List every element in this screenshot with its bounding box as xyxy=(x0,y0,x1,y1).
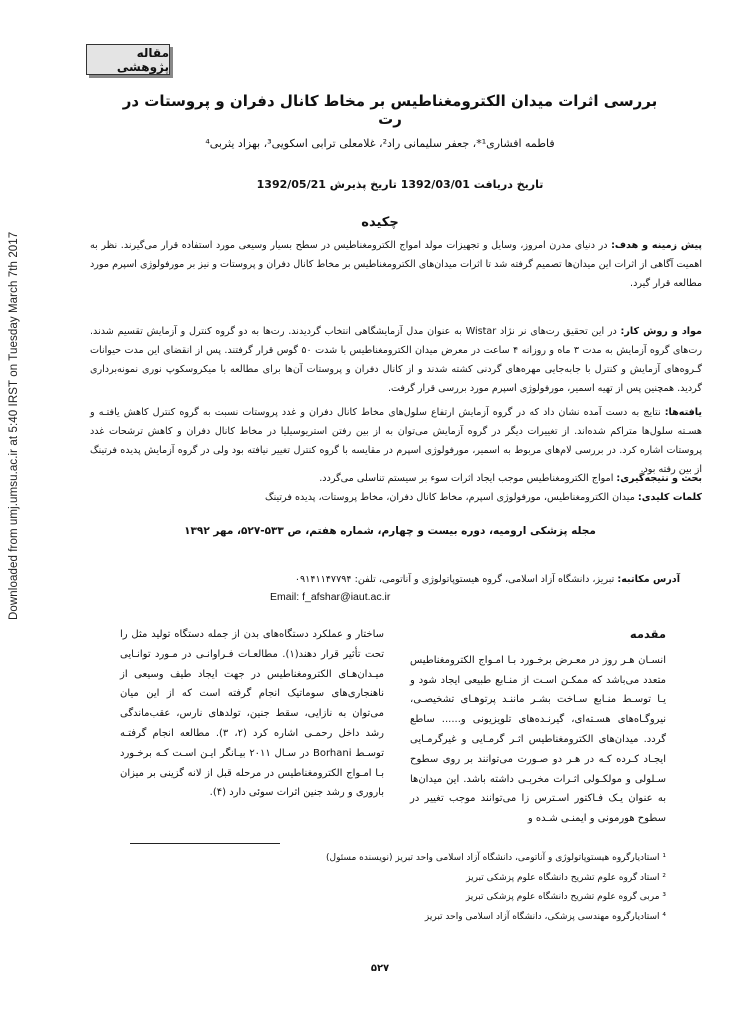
correspondence-email: Email: f_afshar@iaut.ac.ir xyxy=(270,591,391,603)
abstract-keywords xyxy=(90,488,702,507)
paper-title: بررسی اثرات میدان الکترومغناطیس بر مخاط کانال دفران و پروستات در رت xyxy=(122,92,658,128)
keywords-text: میدان الکترومغناطیس، مورفولوژی اسپرم، مخاط کانال دفران، مخاط پروستات، پدیده فرتینگ xyxy=(264,492,638,503)
results-text: نتایج به دست آمده نشان داد که در گروه آزمایش ارتفاع سلول‌های مخاط کانال دفران و غدد پروستات نسبت به گروه کنترل کاهش یافتـه و هسـته سلول‌ها متراکم شده‌اند. از تغییرات دیگر در گروه آزمایش می‌توان به از بین رفتن استریوسیلیا در مخاط کانال دفران و کاهش ترشحات غدد پروستات اشاره کرد. در بررسی لام‌های مربوط به اسمیر، مورفولوژی اسپرم در مقایسه با گروه کنترل تغییر نیافته بود ولی در گروه آزمایش پدیده فرتینگ از بین رفته بود. xyxy=(90,407,702,475)
download-watermark: Downloaded from umj.umsu.ac.ir at 5:40 IRST on Tuesday March 7th 2017 xyxy=(8,231,20,620)
footnote-2: ² استاد گروه علوم تشریح دانشگاه علوم پزشکی تبریز xyxy=(466,872,666,883)
correspondence-label: آدرس مکاتبه: xyxy=(617,574,680,585)
abstract-conclusion xyxy=(90,469,702,488)
footnotes xyxy=(130,849,666,927)
author-list: فاطمه افشاری¹*، جعفر سلیمانی راد²، غلامعلی ترابی اسکویی³، بهزاد یثربی⁴ xyxy=(205,137,555,150)
methods-text: در این تحقیق رت‌های نر نژاد Wistar به عنوان مدل آزمایشگاهی انتخاب گردیدند. رت‌ها به دو گروه کنترل و آزمایش تقسیم شدند. رت‌های گروه آزمایش به مدت ۳ ماه و روزانه ۴ ساعت در معرض میدان الکترومغناطیس با شدت ۵۰ گوس قرار گرفتند. پس از انقضای این مدت حیوانات گـروه‌های آزمایش و کنترل با جابه‌جایی مهره‌های گردنی کشته شدند و از کانال دفران و پروستات آن‌ها برای مطالعه با میکروسکوپ نوری نمونه‌برداری گردید. همچنین پس از تهیه اسمیر، مورفولوژی اسپرم مورد بررسی قرار گرفت. xyxy=(90,326,702,394)
results-label: یافته‌ها: xyxy=(664,407,702,418)
background-label: پیش زمینه و هدف: xyxy=(611,240,702,251)
intro-heading: مقدمه xyxy=(629,627,666,641)
received-accepted-dates: تاریخ دریافت 1392/03/01 تاریخ پذیرش 1392/05/21 xyxy=(256,178,544,191)
page-number: ۵۲۷ xyxy=(370,963,390,974)
footnote-rule xyxy=(130,843,280,844)
intro-right-text: انسـان هـر روز در معـرض برخـورد بـا امـواج الکترومغناطیس متعدد می‌باشد که ممکـن اسـت از منـابع طبیعی ایجاد شود و یـا توسـط منـابع سـاخت بشـر ماننـد پرتوهـای تشخیصـی، نیروگـاه‌های هسـته‌ای، گیرنـده‌های تلویزیونی و...... ساطع گردد. میدان‌های الکترومغناطیس اثـر گرمـایی و غیرگرمـایی ایجـاد کـرده کـه در هـر دو صـورت می‌توانند بر روی سطوح سـلولی و مولکـولی اثـرات مخربـی داشته باشد. این میدان‌ها به عنوان یـک فـاکتور اسـترس زا می‌توانند موجب تغییر در سطوح هورمونی و ایمنـی شـده و xyxy=(410,654,666,825)
article-type-badge: مقاله پژوهشی xyxy=(86,44,170,75)
abstract-methods xyxy=(90,322,702,398)
footnote-4: ⁴ استادیارگروه مهندسی پزشکی، دانشگاه آزاد اسلامی واحد تبریز xyxy=(424,911,666,922)
conclusion-label: بحث و نتیجه‌گیری: xyxy=(616,473,702,484)
journal-citation: مجله پزشکی ارومیه، دوره بیست و چهارم، شماره هفتم، ص ۵۳۳-۵۲۷، مهر ۱۳۹۲ xyxy=(184,525,596,537)
abstract-results xyxy=(90,403,702,479)
keywords-label: کلمات کلیدی: xyxy=(637,492,702,503)
intro-column-right xyxy=(410,625,666,829)
methods-label: مواد و روش کار: xyxy=(620,326,702,337)
background-text: در دنیای مدرن امروز، وسایل و تجهیزات مولد امواج الکترومغناطیس در سطح بسیار وسیعی مورد استفاده قرار می‌گیرند. نظر به اهمیت آگاهی از اثرات این میدان‌ها تصمیم گرفته شد تا اثرات میدان‌های الکترومغناطیس بر مخاط کانال دفران و پروستات و نیز بر مورفولوژی اسپرم مورد مطالعه قرار گیرد. xyxy=(90,240,702,289)
correspondence-text: تبریز، دانشگاه آزاد اسلامی، گروه هیستوپاتولوژی و آناتومی، تلفن: ۰۹۱۴۱۱۴۷۷۹۴ xyxy=(294,574,618,585)
intro-column-left xyxy=(120,625,384,803)
abstract-background xyxy=(90,236,702,293)
conclusion-text: امواج الکترومغناطیس موجب ایجاد اثرات سوء بر سیستم تناسلی می‌گردد. xyxy=(319,473,617,484)
correspondence-address xyxy=(270,570,680,590)
intro-left-text: ساختار و عملکرد دستگاه‌های بدن از جمله دستگاه تولید مثل را تحت تأثیر قرار دهند(۱). مطالعـات فـراوانـی در مـورد توانـایی میـدان‌هـای الکترومغناطیس در جهت ایجاد طیف وسیعی از ناهنجاری‌های سوماتیک انجام گرفته است که از این میان می‌توان به نازایی، سقط جنین، تولدهای نارس، عقب‌ماندگی رشد داخل رحمـی اشاره کرد (۲، ۳). مطالعه انجام گرفتـه توسـط Borhani در سـال ۲۰۱۱ بیـانگر ایـن اسـت کـه برخـورد بـا امـواج الکترومغناطیس در مرحله قبل از لانه گزینی بر میزان باروری و رشد جنین اثرات سوئی دارد (۴). xyxy=(120,629,385,799)
footnote-1: ¹ استادیارگروه هیستوپاتولوژی و آناتومی، دانشگاه آزاد اسلامی واحد تبریز (نویسنده مسئول) xyxy=(326,853,666,863)
abstract-heading: چکیده xyxy=(361,215,399,230)
footnote-3: ³ مربی گروه علوم تشریح دانشگاه علوم پزشکی تبریز xyxy=(465,892,666,902)
